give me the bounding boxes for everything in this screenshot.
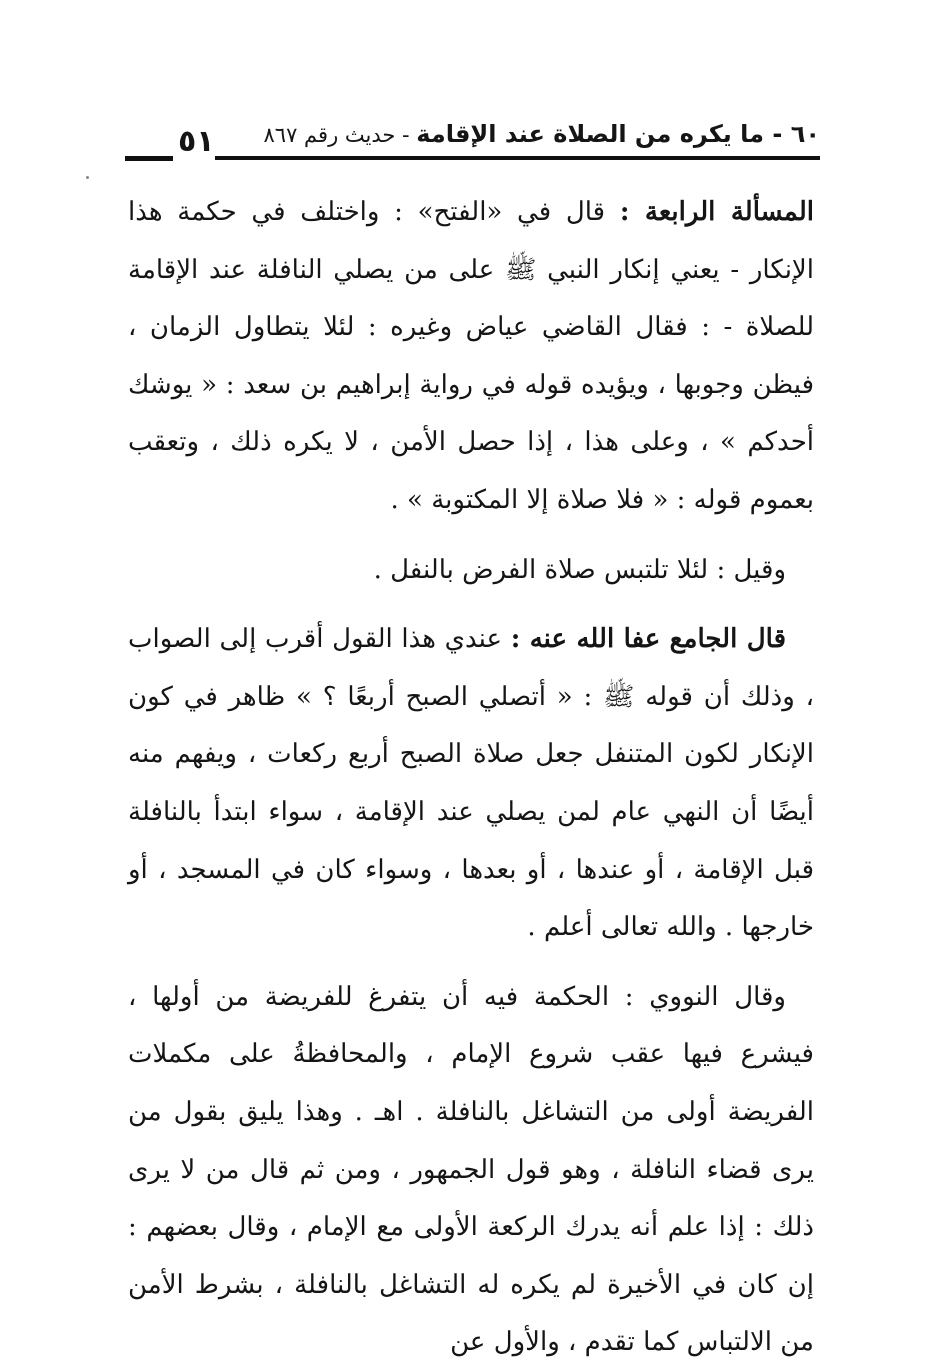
paragraph-lead: قال الجامع عفا الله عنه : <box>510 624 786 655</box>
paragraph-compiler-opinion <box>128 611 814 957</box>
paragraph-nawawi <box>128 969 814 1372</box>
header-rule-short <box>125 156 173 161</box>
paragraph-text: قال في «الفتح» : واختلف في حكمة هذا الإنكار - يعني إنكار النبي ﷺ على من يصلي النافلة عند الإقامة للصلاة - : فقال القاضي عياض وغيره : لئلا يتطاول الزمان ، فيظن وجوبها ، ويؤيده قوله في رواية إبراهيم بن سعد : « يوشك أحدكم » ، وعلى هذا ، إذا حصل الأمن ، لا يكره ذلك ، وتعقب بعموم قوله : « فلا صلاة إلا المكتوبة » . <box>128 197 814 515</box>
hadith-number: - حديث رقم ٨٦٧ <box>263 123 417 147</box>
paragraph-alternative-view <box>128 542 814 600</box>
scan-speck <box>86 176 89 179</box>
page-number: ٥١ <box>178 124 215 159</box>
paragraph-text: عندي هذا القول أقرب إلى الصواب ، وذلك أن قوله ﷺ : « أتصلي الصبح أربعًا ؟ » ظاهر في كون الإنكار لكون المتنفل جعل صلاة الصبح أربع ركعات ، ويفهم منه أيضًا أن النهي عام لمن يصلي عند الإقامة ، سواء ابتدأ بالنافلة قبل الإقامة ، أو عندها ، أو بعدها ، وسواء كان في المسجد ، أو خارجها . والله تعالى أعلم . <box>128 624 814 943</box>
paragraph-fourth-issue <box>128 184 814 530</box>
chapter-title-text: ٦٠ - ما يكره من الصلاة عند الإقامة <box>416 120 820 148</box>
paragraph-text: وقيل : لئلا تلتبس صلاة الفرض بالنفل . <box>373 554 786 585</box>
paragraph-lead: المسألة الرابعة : <box>619 197 814 227</box>
paragraph-text: وقال النووي : الحكمة فيه أن يتفرغ للفريضة من أولها ، فيشرع فيها عقب شروع الإمام ، والمحافظةُ على مكملات الفريضة أولى من التشاغل بالنافلة . اهـ . وهذا يليق بقول من يرى قضاء النافلة ، وهو قول الجمهور ، ومن ثم قال من لا يرى ذلك : إذا علم أنه يدرك الركعة الأولى مع الإمام ، وقال بعضهم : إن كان في الأخيرة لم يكره له التشاغل بالنافلة ، بشرط الأمن من الالتباس كما تقدم ، والأول عن <box>128 981 814 1358</box>
header-rule-long <box>215 156 820 160</box>
running-header <box>120 114 820 174</box>
page-body <box>128 184 814 1372</box>
chapter-title <box>264 120 820 148</box>
